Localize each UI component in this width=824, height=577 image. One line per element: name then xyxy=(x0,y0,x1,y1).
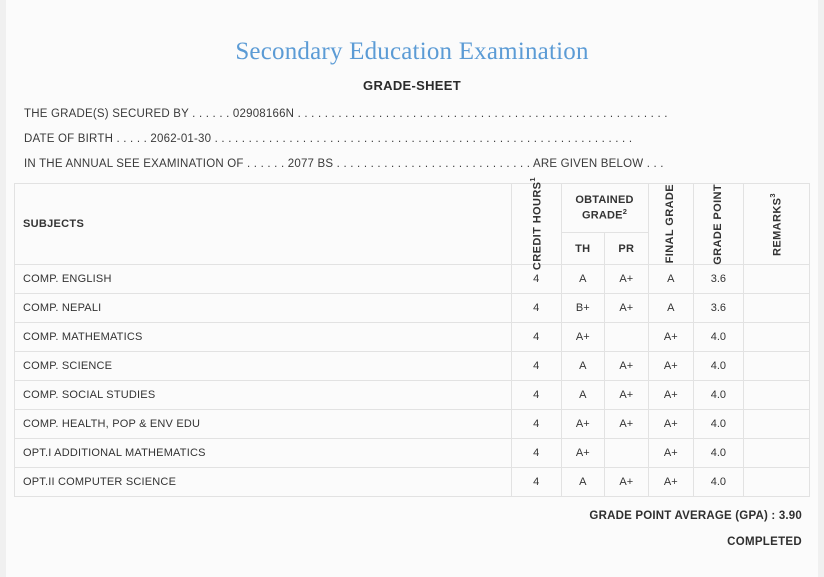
page-title: Secondary Education Examination xyxy=(235,38,589,65)
cell-final-grade: A xyxy=(648,294,694,323)
cell-subject: OPT.II COMPUTER SCIENCE xyxy=(15,468,512,497)
cell-remarks xyxy=(743,468,809,497)
table-row xyxy=(15,294,810,323)
cell-credit-hours: 4 xyxy=(511,410,561,439)
cell-grade-point: 4.0 xyxy=(694,410,744,439)
cell-theory-grade: A+ xyxy=(561,323,604,352)
cell-credit-hours: 4 xyxy=(511,352,561,381)
cell-theory-grade: A+ xyxy=(561,439,604,468)
cell-remarks xyxy=(743,381,809,410)
cell-theory-grade: A xyxy=(561,352,604,381)
cell-subject: COMP. HEALTH, POP & ENV EDU xyxy=(15,410,512,439)
grades-table xyxy=(14,177,810,497)
cell-practical-grade: A+ xyxy=(605,294,648,323)
page-left-margin xyxy=(0,0,6,577)
column-header-final-grade: FINAL GRADE xyxy=(648,184,694,265)
table-row xyxy=(15,439,810,468)
cell-final-grade: A+ xyxy=(648,352,694,381)
cell-final-grade: A+ xyxy=(648,410,694,439)
cell-remarks xyxy=(743,265,809,294)
cell-practical-grade: A+ xyxy=(605,468,648,497)
cell-practical-grade: A+ xyxy=(605,265,648,294)
info-line-symbol-number: THE GRADE(S) SECURED BY . . . . . . 02908166N . . . . . . . . . . . . . . . . . . . . . . . . . . . . . . . . . . . . . . . . . . . . . . . . . . . . . . . xyxy=(24,108,668,120)
cell-remarks xyxy=(743,294,809,323)
cell-final-grade: A+ xyxy=(648,468,694,497)
table-row xyxy=(15,468,810,497)
cell-subject: COMP. MATHEMATICS xyxy=(15,323,512,352)
column-header-practical: PR xyxy=(605,233,648,265)
grades-table-header-row xyxy=(15,184,810,233)
cell-credit-hours: 4 xyxy=(511,294,561,323)
cell-grade-point: 4.0 xyxy=(694,468,744,497)
cell-grade-point: 4.0 xyxy=(694,323,744,352)
cell-subject: COMP. SOCIAL STUDIES xyxy=(15,381,512,410)
info-line-exam-year: IN THE ANNUAL SEE EXAMINATION OF . . . . . . 2077 BS . . . . . . . . . . . . . . . . . . . . . . . . . . . . . ARE GIVEN BELOW . . . xyxy=(24,158,664,170)
status-badge: COMPLETED xyxy=(727,536,802,548)
cell-remarks xyxy=(743,439,809,468)
cell-subject: COMP. NEPALI xyxy=(15,294,512,323)
cell-theory-grade: B+ xyxy=(561,294,604,323)
cell-grade-point: 4.0 xyxy=(694,439,744,468)
cell-remarks xyxy=(743,410,809,439)
column-header-remarks: REMARKS$^3$ xyxy=(743,184,809,265)
cell-practical-grade xyxy=(605,323,648,352)
cell-practical-grade: A+ xyxy=(605,352,648,381)
cell-subject: COMP. ENGLISH xyxy=(15,265,512,294)
cell-grade-point: 3.6 xyxy=(694,294,744,323)
cell-theory-grade: A xyxy=(561,381,604,410)
cell-subject: COMP. SCIENCE xyxy=(15,352,512,381)
column-header-theory: TH xyxy=(561,233,604,265)
cell-practical-grade: A+ xyxy=(605,381,648,410)
table-row xyxy=(15,381,810,410)
cell-grade-point: 4.0 xyxy=(694,381,744,410)
page-right-margin xyxy=(818,0,824,577)
gpa-value: GRADE POINT AVERAGE (GPA) : 3.90 xyxy=(589,510,802,522)
grades-table-body xyxy=(15,265,810,497)
table-row xyxy=(15,352,810,381)
cell-theory-grade: A+ xyxy=(561,410,604,439)
cell-credit-hours: 4 xyxy=(511,323,561,352)
column-header-grade-point: GRADE POINT xyxy=(694,184,744,265)
cell-credit-hours: 4 xyxy=(511,468,561,497)
cell-credit-hours: 4 xyxy=(511,265,561,294)
cell-theory-grade: A xyxy=(561,468,604,497)
info-line-date-of-birth: DATE OF BIRTH . . . . . 2062-01-30 . . . . . . . . . . . . . . . . . . . . . . . . . . . . . . . . . . . . . . . . . . . . . . . . . . . . . . . . . . . . . . xyxy=(24,133,633,145)
gradesheet-footer xyxy=(14,510,810,548)
cell-final-grade: A xyxy=(648,265,694,294)
cell-theory-grade: A xyxy=(561,265,604,294)
cell-final-grade: A+ xyxy=(648,381,694,410)
cell-final-grade: A+ xyxy=(648,439,694,468)
student-info-block xyxy=(14,108,810,170)
cell-remarks xyxy=(743,323,809,352)
cell-credit-hours: 4 xyxy=(511,381,561,410)
column-header-credit-hours: CREDIT HOURS$^1$ xyxy=(511,184,561,265)
column-header-obtained-grade: OBTAINED GRADE$^2$ xyxy=(561,184,648,233)
cell-credit-hours: 4 xyxy=(511,439,561,468)
cell-practical-grade: A+ xyxy=(605,410,648,439)
cell-practical-grade xyxy=(605,439,648,468)
column-header-subjects: SUBJECTS xyxy=(15,184,512,265)
cell-remarks xyxy=(743,352,809,381)
cell-grade-point: 4.0 xyxy=(694,352,744,381)
cell-final-grade: A+ xyxy=(648,323,694,352)
cell-subject: OPT.I ADDITIONAL MATHEMATICS xyxy=(15,439,512,468)
table-row xyxy=(15,265,810,294)
table-row xyxy=(15,410,810,439)
page-subtitle: GRADE-SHEET xyxy=(363,78,461,93)
cell-grade-point: 3.6 xyxy=(694,265,744,294)
table-row xyxy=(15,323,810,352)
